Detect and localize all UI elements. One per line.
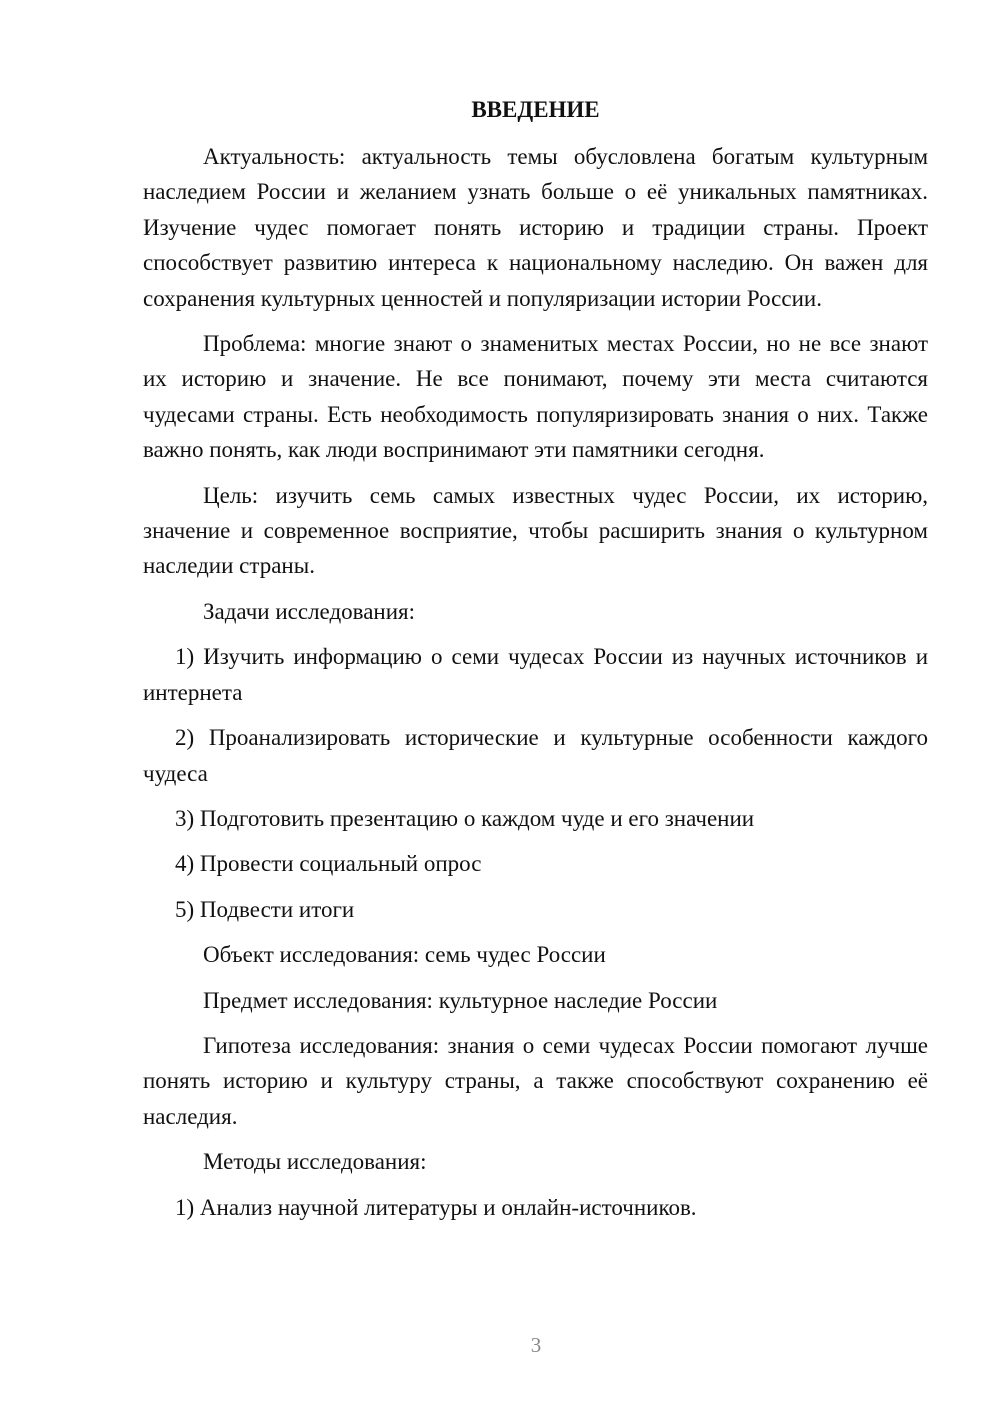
methods-heading: Методы исследования: bbox=[203, 1149, 427, 1175]
page-number: 3 bbox=[530, 1333, 542, 1357]
task-item-5: 5) Подвести итоги bbox=[175, 896, 355, 922]
relevance-paragraph: Актуальность: актуальность темы обусловлена богатым культурным наследием России и желанием узнать больше о её уникальных памятниках. Изучение чудес помогает понять историю и традиции страны. Проект способствует развитию интереса к национальному наследию. Он важен для сохранения культурных ценностей и популяризации истории России. bbox=[143, 144, 928, 311]
problem-paragraph: Проблема: многие знают о знаменитых местах России, но не все знают их историю и значение. Не все понимают, почему эти места считаются чудесами страны. Есть необходимость популяризировать знания о них. Также важно понять, как люди воспринимают эти памятники сегодня. bbox=[143, 331, 928, 463]
task-item-3: 3) Подготовить презентацию о каждом чуде и его значении bbox=[175, 805, 755, 831]
object-paragraph: Объект исследования: семь чудес России bbox=[203, 942, 606, 968]
task-item-2: 2) Проанализировать исторические и культурные особенности каждого чудеса bbox=[143, 725, 928, 786]
task-item-4: 4) Провести социальный опрос bbox=[175, 851, 482, 877]
hypothesis-paragraph: Гипотеза исследования: знания о семи чудесах России помогают лучше понять историю и культуру страны, а также способствуют сохранению её наследия. bbox=[143, 1032, 928, 1129]
tasks-heading: Задачи исследования: bbox=[203, 598, 416, 624]
method-item-1: 1) Анализ научной литературы и онлайн-источников. bbox=[175, 1194, 697, 1220]
section-title: ВВЕДЕНИЕ bbox=[471, 97, 600, 122]
goal-paragraph: Цель: изучить семь самых известных чудес России, их историю, значение и современное восприятие, чтобы расширить знания о культурном наследии страны. bbox=[143, 482, 928, 579]
task-item-1: 1) Изучить информацию о семи чудесах России из научных источников и интернета bbox=[143, 644, 928, 705]
subject-paragraph: Предмет исследования: культурное наследие России bbox=[203, 987, 718, 1013]
document-page bbox=[143, 92, 928, 1235]
